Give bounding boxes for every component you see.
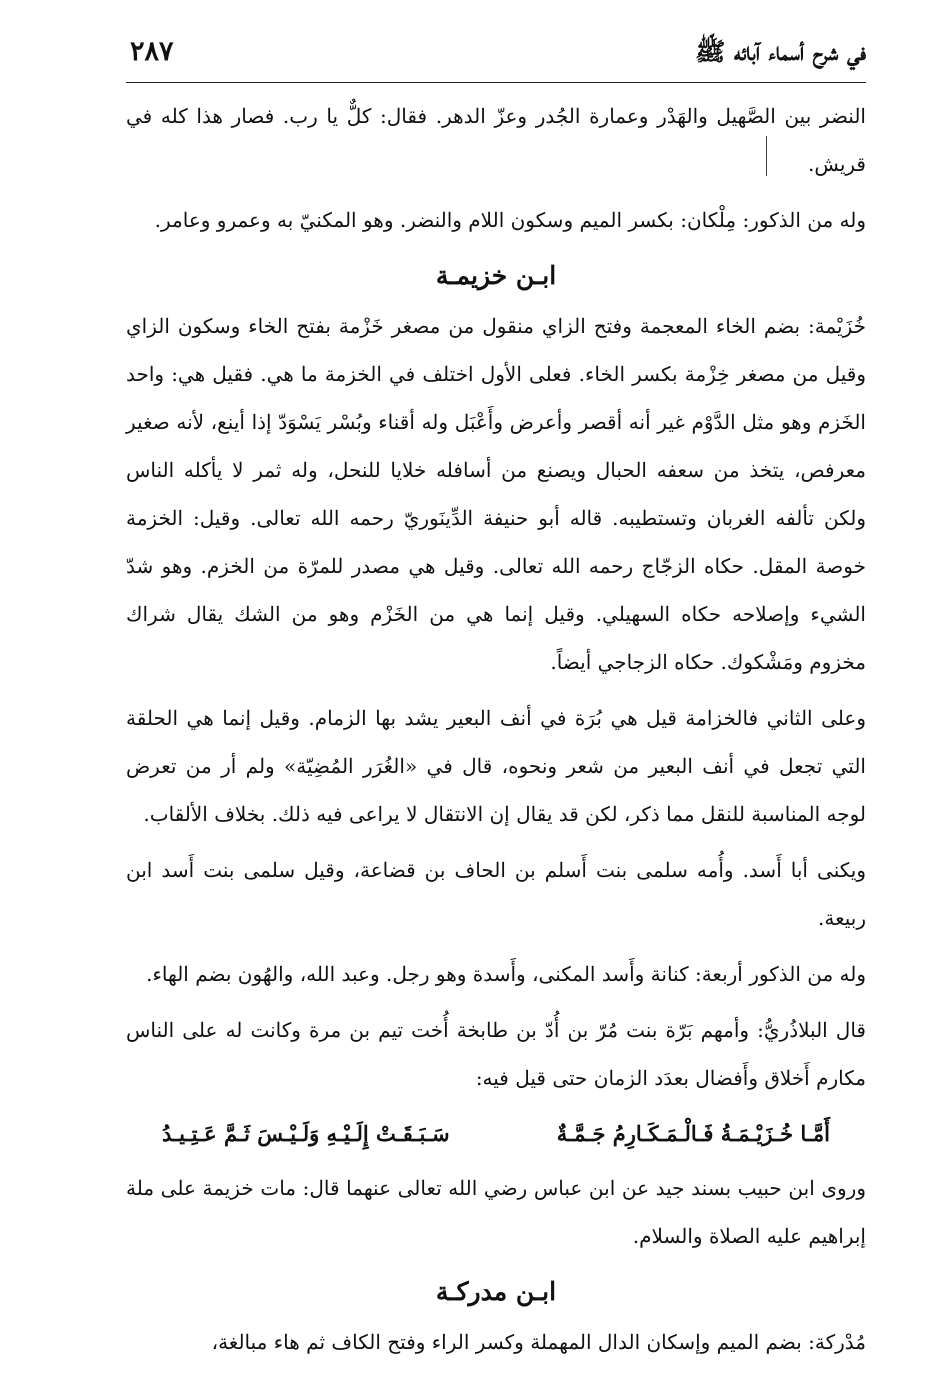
section-heading-mudrika: ابـن مدركـة [435, 1277, 557, 1306]
header-divider [126, 82, 866, 83]
paragraph-nadr: النضر بين الصَّهيل والهَدْر وعمارة الجُدر وعزّ الدهر. فقال: كلٌّ يا رب. فصار هذا كله في قريش. [126, 104, 866, 176]
paragraph-sons-four: وله من الذكور أربعة: كنانة وأَسد المكنى، وأَسدة وهو رجل. وعبد الله، والهُون بضم الهاء. [146, 962, 866, 986]
verse-first-hemistich: أَمَّـا خُـزَيْـمَـةُ فَـالْـمَـكَـارِمُ جَـمَّـةٌ [556, 1121, 830, 1146]
paragraph-sons-malkan: وله من الذكور: مِلْكان: بكسر الميم وسكون اللام والنضر. وهو المكنيّ به وعمرو وعامر. [154, 208, 866, 232]
paragraph-khizama: وعلى الثاني فالخزامة قيل هي بُرَة في أنف البعير يشد بها الزمام. وقيل إنما هي الحلقة التي تجعل في أنف البعير من شعر ونحوه، قال في «الغُرَر المُضِيّة» ولم أر من تعرض لوجه المناسبة للنقل مما ذكر، لكن قد يقال إن الانتقال لا يراعى فيه ذلك. بخلاف الألقاب. [126, 706, 866, 826]
poem-verse [126, 1110, 866, 1158]
page-body [126, 92, 866, 1374]
paragraph-khuzayma-etymology: خُزَيْمة: بضم الخاء المعجمة وفتح الزاي منقول من مصغر خَزْمة بفتح الخاء وسكون الزاي وقيل من مصغر خِزْمة بكسر الخاء. فعلى الأول اختلف في الخزمة ما هي. فقيل هي: واحد الخَزم وهو مثل الدَّوْم غير أنه أقصر وأعرض وأَعْبَل وله أقناء وبُسْر يَسْوَدّ إذا أينع، لأنه صغير معرفص، يتخذ من سعفه الحبال ويصنع من أسافله خلايا للنحل، وله ثمر لا يأكله الناس ولكن تألفه الغربان وتستطيبه. قاله أبو حنيفة الدِّينَوريّ رحمه الله تعالى. وقيل: الخزمة خوصة المقل. حكاه الزجّاج رحمه الله تعالى. وقيل هي مصدر للمرّة من الخزم. وهو شدّ الشيء وإصلاحه حكاه السهيلي. وقيل إنما هي من الخَزْم وهو من الشك يقال شراك مخزوم ومَشْكوك. حكاه الزجاجي أيضاً. [126, 314, 867, 674]
verse-second-hemistich: سَـبَـقَـتْ إِلَـيْـهِ وَلَـيْـسَ ثَـمَّ عَـتِـيـدُ [162, 1121, 450, 1146]
paragraph-mudrika: مُدْركة: بضم الميم وإسكان الدال المهملة وكسر الراء وفتح الكاف ثم هاء مبالغة، [211, 1330, 866, 1354]
running-title: في شرح أسماء آبائه ﷺ [695, 37, 866, 66]
paragraph-kunya-mother: ويكنى أبا أَسد. وأُمه سلمى بنت أَسلم بن الحاف بن قضاعة، وقيل سلمى بنت أَسد ابن ربيعة. [126, 858, 866, 930]
paragraph-baladhuri: قال البلاذُريُّ: وأمهم بَرّة بنت مُرّ بن أُدّ بن طابخة أُخت تيم بن مرة وكانت له على الناس مكارم أَخلاق وأَفضال بعدَد الزمان حتى قيل فيه: [126, 1018, 866, 1090]
page-header [126, 30, 866, 78]
section-heading-khuzayma: ابـن خزيمـة [435, 261, 557, 290]
page-number: ٢٨٧ [130, 36, 174, 67]
paragraph-ibn-habib: وروى ابن حبيب بسند جيد عن ابن عباس رضي الله تعالى عنهما قال: مات خزيمة على ملة إبراهيم عليه الصلاة والسلام. [126, 1176, 866, 1248]
